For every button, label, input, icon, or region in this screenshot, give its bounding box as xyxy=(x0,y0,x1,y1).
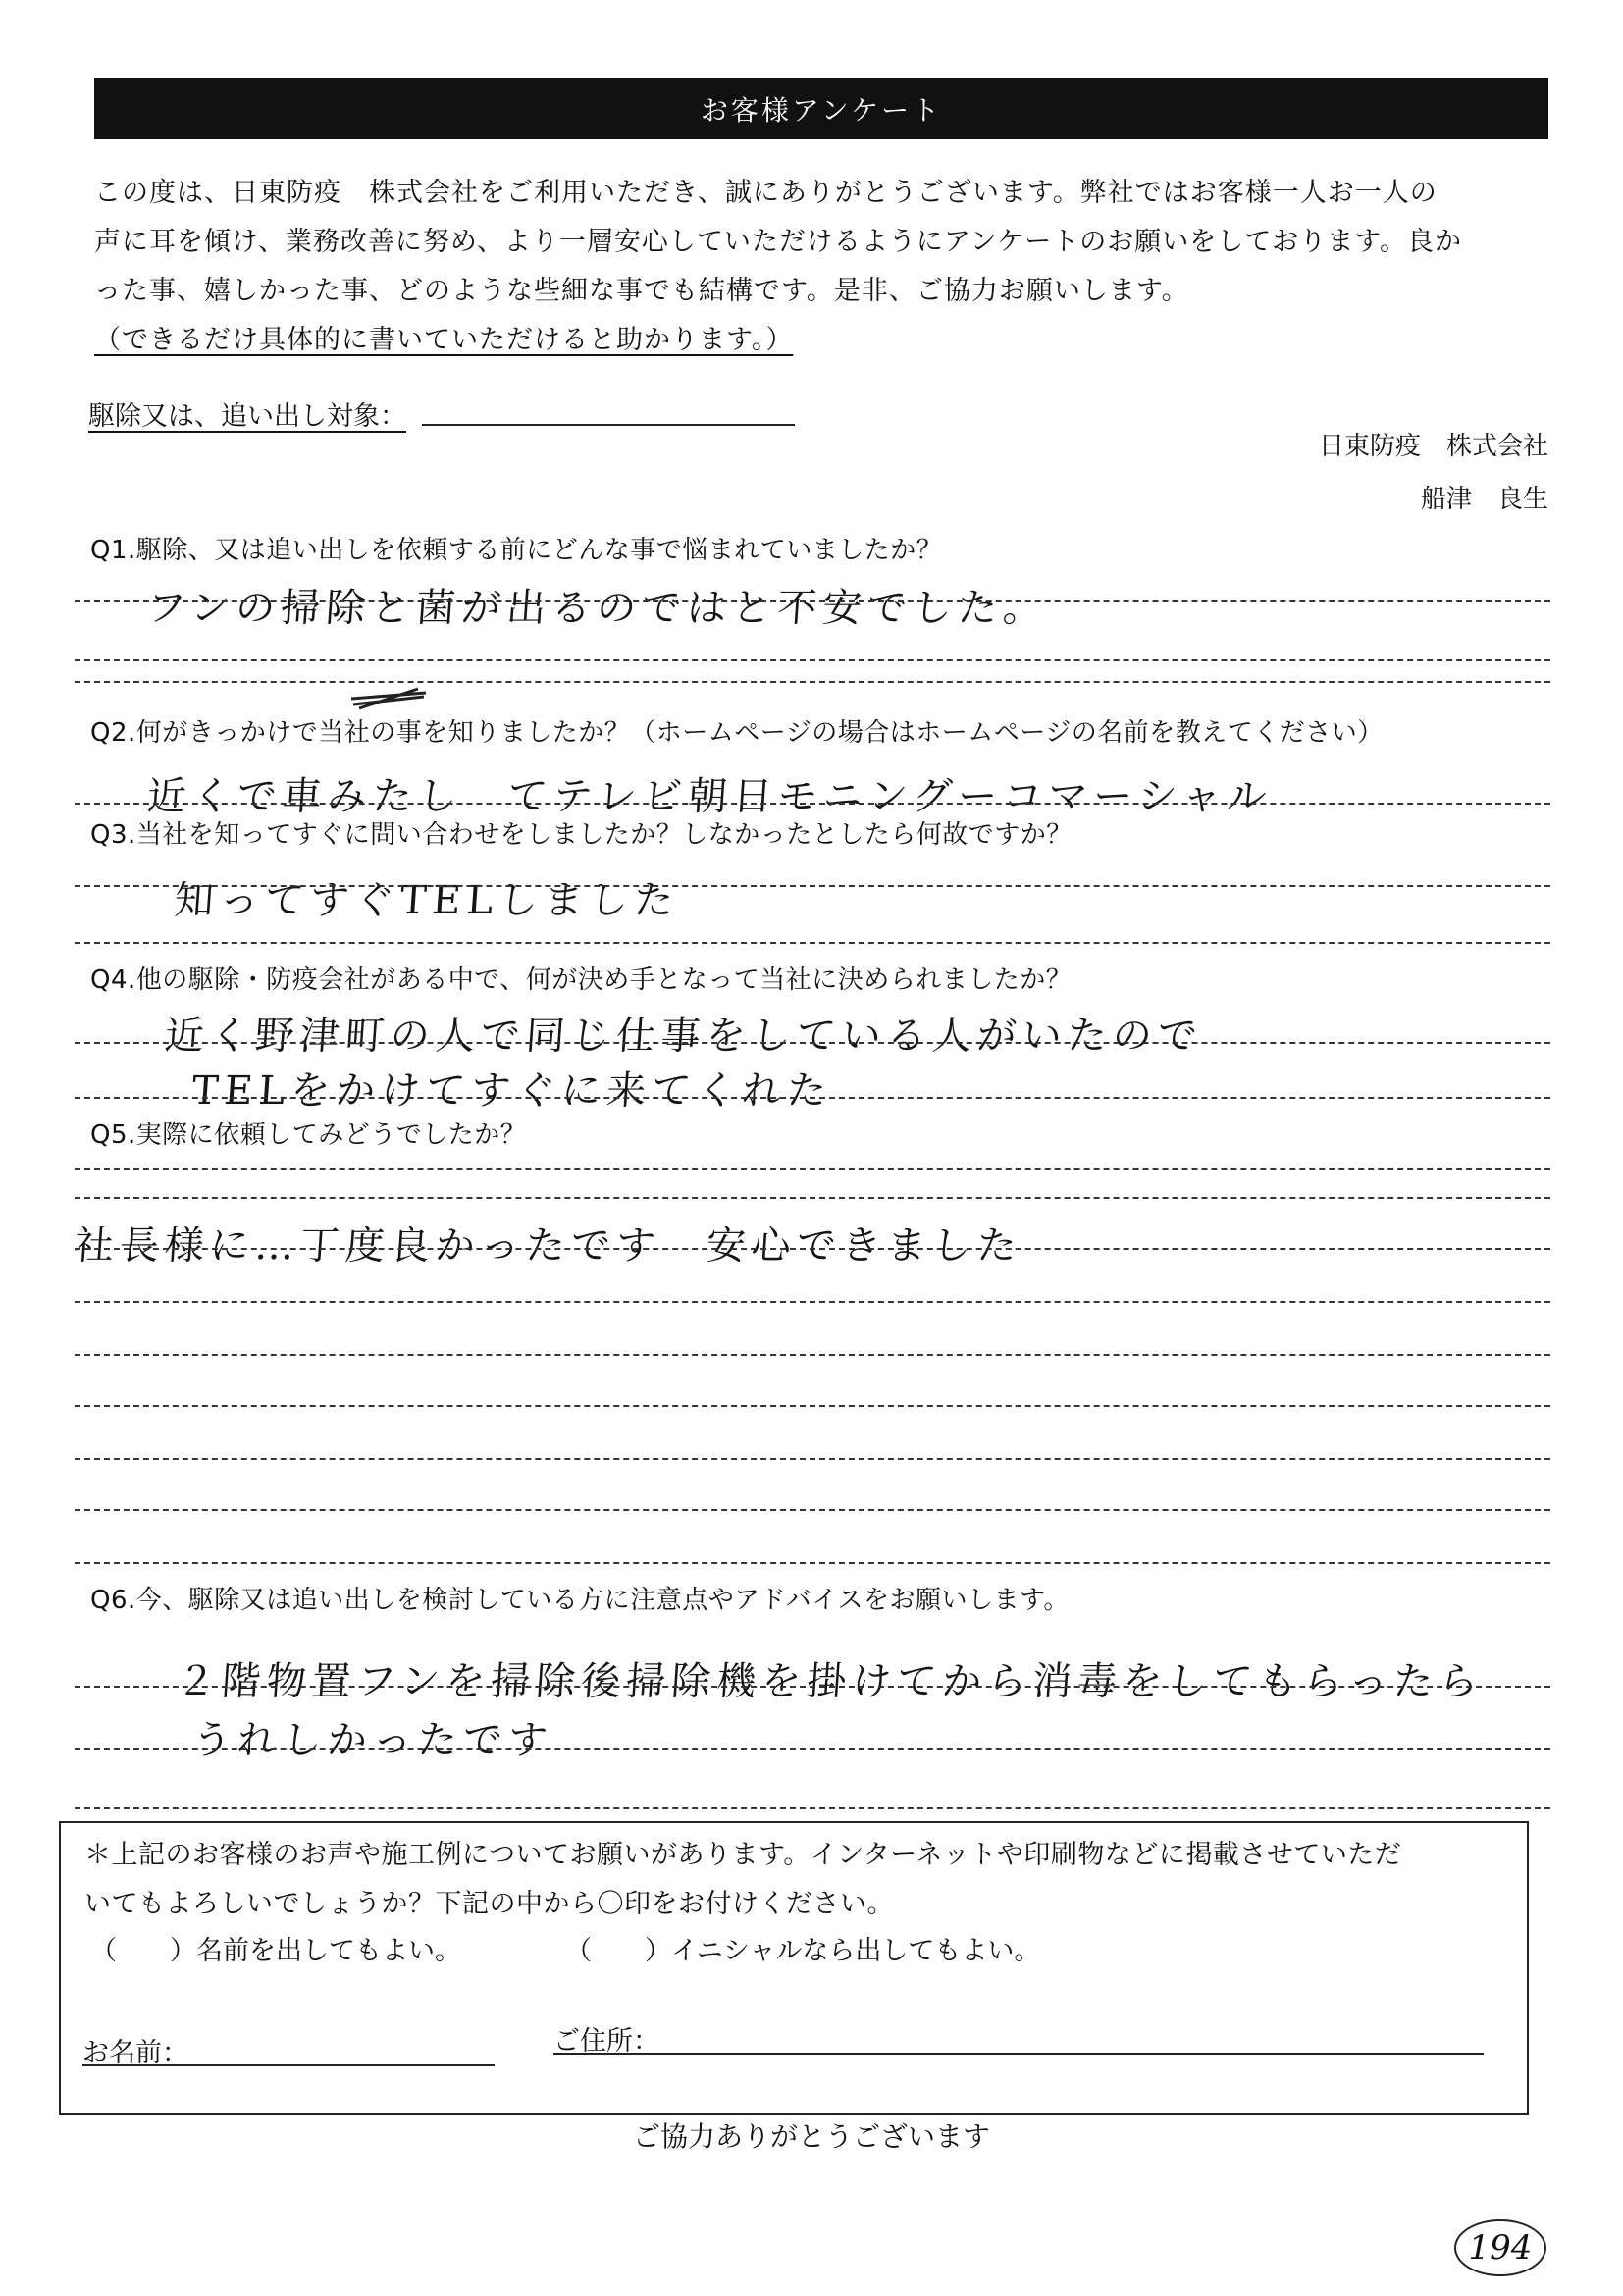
question-3-label: Q3.当社を知ってすぐに問い合わせをしましたか？しなかったとしたら何故ですか？ xyxy=(90,820,1073,850)
question-1-label: Q1.駆除、又は追い出しを依頼する前にどんな事で悩まれていましたか？ xyxy=(90,536,943,565)
answer-dashed-line xyxy=(75,1562,1550,1564)
answer-dashed-line xyxy=(75,1686,1550,1688)
answer-dashed-line xyxy=(75,1354,1550,1356)
question-4-answer-line-2: TELをかけてすぐに来てくれた xyxy=(190,1069,834,1114)
consent-text xyxy=(84,1831,1527,1929)
company-name: 日東防疫 株式会社 xyxy=(1318,432,1548,461)
answer-dashed-line xyxy=(75,1042,1550,1044)
question-6-answer-line-2: うれしかったです xyxy=(190,1718,555,1763)
question-6-label: Q6.今、駆除又は追い出しを検討している方に注意点やアドバイスをお願いします。 xyxy=(90,1586,1070,1615)
page-number-badge xyxy=(1454,2219,1546,2276)
question-2-answer-line-1: 近くで車みたし てテレビ朝日モニングーコマーシャル xyxy=(145,774,1275,819)
company-block xyxy=(1319,420,1548,526)
answer-dashed-line xyxy=(75,942,1550,944)
question-4-answer-line-1: 近く野津町の人で同じ仕事をしている人がいたので xyxy=(163,1014,1205,1059)
name-field-label: お名前： xyxy=(82,2038,188,2068)
address-field-line[interactable] xyxy=(553,2053,1484,2055)
consent-text-line: いてもよろしいでしょうか？下記の中から〇印をお付けください。 xyxy=(84,1889,894,1919)
answer-dashed-line xyxy=(75,681,1550,683)
survey-title-bar xyxy=(94,78,1548,139)
intro-paragraph xyxy=(94,169,1556,365)
answer-dashed-line xyxy=(75,803,1550,805)
survey-title: お客様アンケート xyxy=(700,94,943,127)
address-field-label: ご住所： xyxy=(553,2026,659,2057)
target-field-line xyxy=(422,424,795,426)
intro-line: この度は、日東防疫 株式会社をご利用いただき、誠にありがとうございます。弊社ではお客様一人お一人の xyxy=(94,178,1438,208)
answer-dashed-line xyxy=(75,1197,1550,1199)
consent-option-name[interactable]: （ ）名前を出してもよい。 xyxy=(90,1936,461,1966)
answer-dashed-line xyxy=(75,659,1550,661)
intro-line: 声に耳を傾け、業務改善に努め、より一層安心していただけるようにアンケートのお願いをしております。良か xyxy=(94,227,1463,257)
answer-dashed-line xyxy=(75,600,1550,602)
intro-note: （できるだけ具体的に書いていただけると助かります。） xyxy=(94,325,794,355)
question-5-answer-line-1: 社長様に…丁度良かったです 安心できました xyxy=(73,1224,1024,1269)
answer-dashed-line xyxy=(75,1458,1550,1460)
answer-dashed-line xyxy=(75,885,1550,887)
question-3-answer-line-1: 知ってすぐTELしました xyxy=(173,878,681,923)
answer-dashed-line xyxy=(75,1168,1550,1170)
question-1-answer-line-1: フンの掃除と菌が出るのではと不安でした。 xyxy=(145,586,1050,631)
company-person: 船津 良生 xyxy=(1420,485,1548,514)
answer-dashed-line xyxy=(75,1748,1550,1750)
question-2-label: Q2.何がきっかけで当社の事を知りましたか？（ホームページの場合はホームページの名前を教えてください） xyxy=(90,718,1384,748)
question-4-label: Q4.他の駆除・防疫会社がある中で、何が決め手となって当社に決められましたか？ xyxy=(90,965,1073,995)
consent-option-initial[interactable]: （ ）イニシャルなら出してもよい。 xyxy=(565,1936,1041,1966)
consent-text-line: ＊上記のお客様のお声や施工例についてお願いがあります。インターネットや印刷物などに掲載させていただ xyxy=(84,1840,1402,1870)
answer-dashed-line xyxy=(75,1807,1550,1809)
page-number: 194 xyxy=(1468,2228,1533,2268)
answer-dashed-line xyxy=(75,1097,1550,1099)
answer-dashed-line xyxy=(75,1509,1550,1511)
intro-line: った事、嬉しかった事、どのような些細な事でも結構です。是非、ご協力お願いします。 xyxy=(94,276,1189,306)
question-5-label: Q5.実際に依頼してみどうでしたか？ xyxy=(90,1121,527,1150)
answer-dashed-line xyxy=(75,1405,1550,1407)
target-label: 駆除又は、追い出し対象： xyxy=(88,401,406,432)
question-6-answer-line-1: ２階物置フンを掃除後掃除機を掛けてから消毒をしてもらったら xyxy=(175,1659,1486,1704)
answer-dashed-line xyxy=(75,1301,1550,1303)
crossed-out-scribble xyxy=(349,685,428,710)
thanks-message: ご協力ありがとうございます xyxy=(632,2120,990,2153)
answer-dashed-line xyxy=(75,1248,1550,1250)
name-field-line[interactable] xyxy=(82,2064,495,2066)
